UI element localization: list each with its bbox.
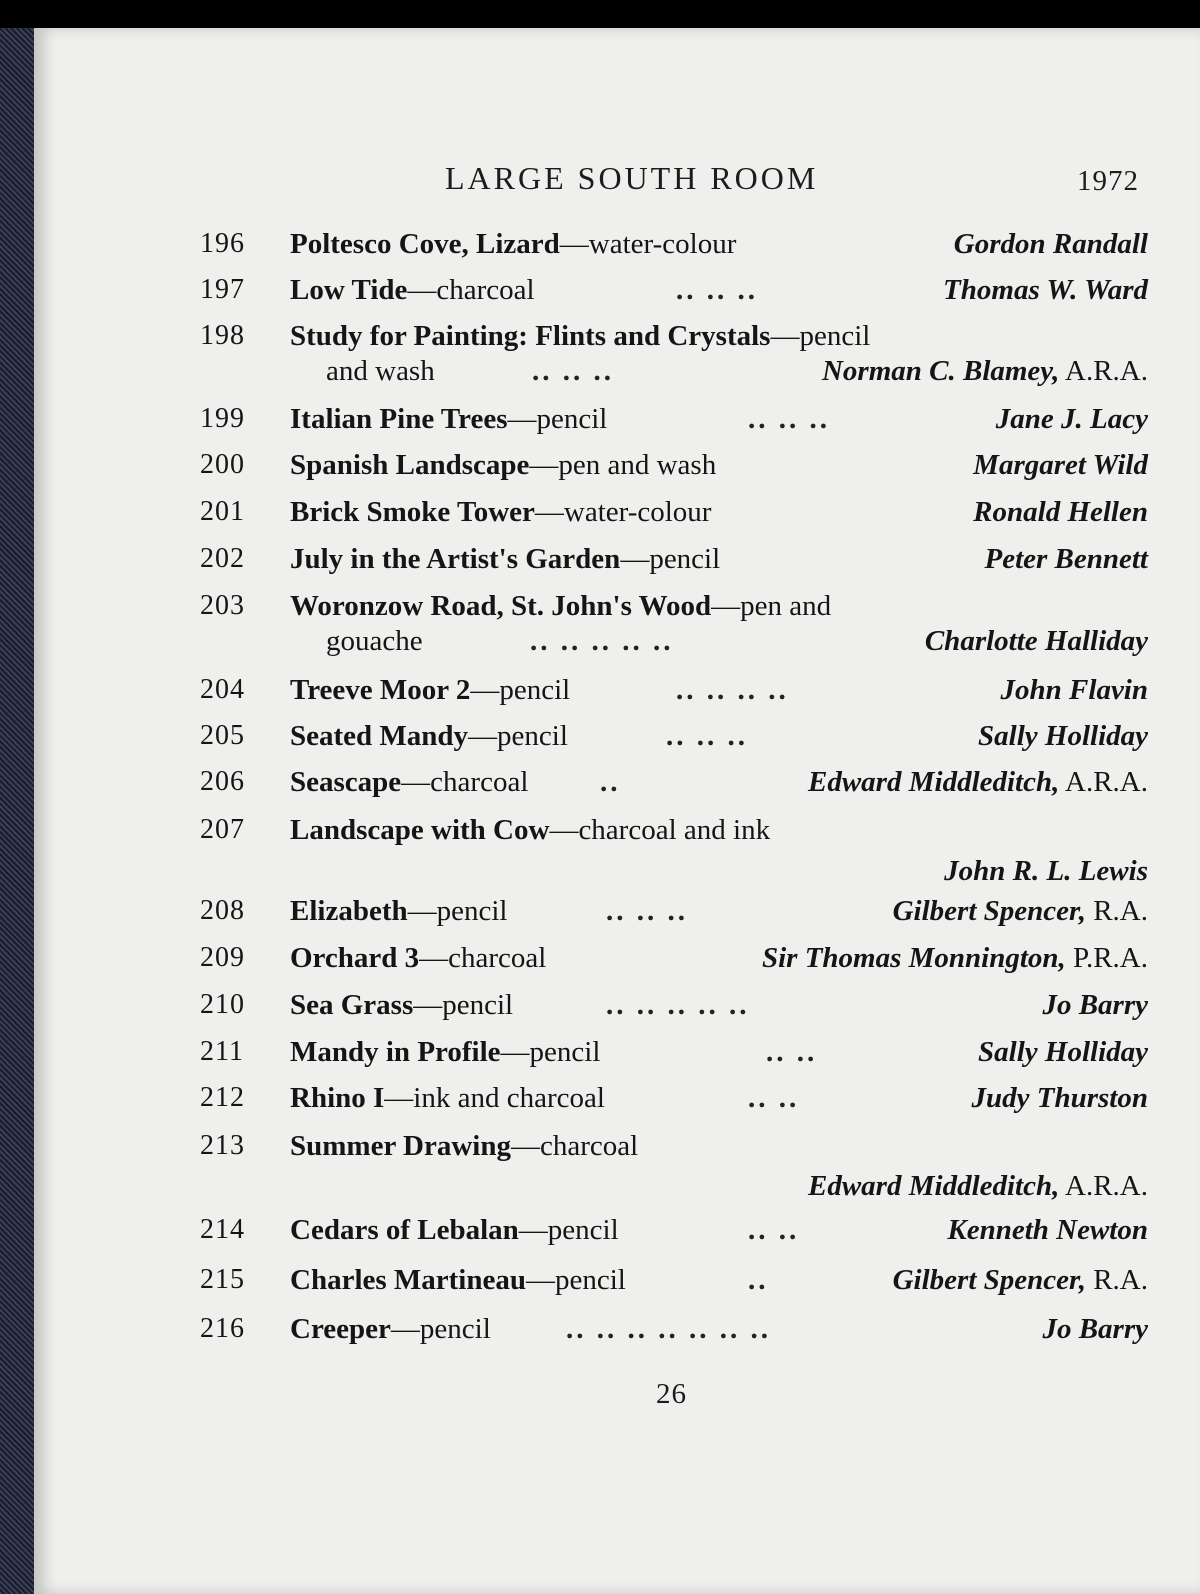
work-medium: —pencil — [526, 1264, 626, 1296]
artist-name: Judy Thurston — [971, 1082, 1148, 1114]
entry-artist — [1042, 989, 1148, 1022]
entry-artist — [893, 1264, 1148, 1297]
entry-number: 213 — [200, 1130, 245, 1161]
work-medium: —pencil — [620, 543, 721, 575]
entry-number: 216 — [200, 1313, 245, 1344]
leader-dots: .. — [600, 766, 621, 798]
work-title: Seascape — [290, 766, 402, 798]
work-medium: —pencil — [470, 674, 571, 706]
entry-title — [290, 1214, 619, 1247]
entry-title — [290, 1130, 638, 1163]
work-medium: —charcoal — [510, 1130, 639, 1162]
catalogue-entry — [0, 449, 1200, 489]
catalogue-entry — [0, 895, 1200, 935]
artist-name: Edward Middleditch, — [808, 766, 1060, 798]
work-title: Study for Painting: Flints and Crystals — [290, 320, 771, 352]
page-title: LARGE SOUTH ROOM — [445, 160, 819, 196]
catalogue-entry — [0, 814, 1200, 854]
leader-dots: .. .. — [766, 1036, 818, 1068]
work-title: Italian Pine Trees — [290, 403, 508, 435]
entry-number: 202 — [200, 543, 245, 574]
entry-artist — [1001, 674, 1148, 707]
leader-dots: .. .. .. .. .. — [606, 989, 750, 1021]
entry-artist — [984, 543, 1148, 576]
catalogue-entry — [0, 720, 1200, 760]
work-medium: —pen and — [711, 590, 832, 622]
entry-title — [290, 674, 570, 707]
work-medium: —charcoal — [401, 766, 529, 798]
artist-name: John R. L. Lewis — [944, 855, 1148, 887]
artist-name: Sir Thomas Monnington, — [761, 942, 1066, 974]
entry-title — [290, 274, 535, 307]
entry-title — [290, 942, 546, 975]
work-title: Rhino I — [290, 1082, 385, 1114]
entry-artist — [978, 1036, 1148, 1069]
entry-number: 199 — [200, 403, 245, 434]
entry-title — [290, 766, 528, 799]
entry-number: 197 — [200, 274, 245, 305]
artist-name: Kenneth Newton — [947, 1214, 1148, 1246]
work-medium: —pencil — [390, 1313, 491, 1345]
artist-honour: R.A. — [1085, 895, 1148, 927]
catalogue-entry — [0, 1313, 1200, 1353]
artist-name: Margaret Wild — [973, 449, 1148, 481]
entry-artist — [822, 355, 1148, 388]
work-medium: —pencil — [413, 989, 514, 1021]
work-title: Elizabeth — [290, 895, 408, 927]
work-title: Spanish Landscape — [290, 449, 530, 481]
artist-honour: P.R.A. — [1065, 942, 1148, 974]
entry-artist — [947, 1214, 1148, 1247]
catalogue-entry — [0, 274, 1200, 314]
catalogue-entry — [0, 1082, 1200, 1122]
leader-dots: .. .. — [748, 1082, 800, 1114]
work-title: Treeve Moor 2 — [290, 674, 471, 706]
artist-honour: R.A. — [1085, 1264, 1148, 1296]
page-number: 26 — [656, 1378, 687, 1410]
entry-artist — [808, 766, 1148, 799]
artist-name: Peter Bennett — [984, 543, 1148, 575]
work-title: Cedars of Lebalan — [290, 1214, 519, 1246]
catalogue-entry — [0, 543, 1200, 583]
artist-name: Edward Middleditch, — [808, 1170, 1060, 1202]
artist-name: Norman C. Blamey, — [821, 355, 1060, 387]
page-year: 1972 — [1077, 165, 1139, 197]
entry-title — [290, 496, 711, 529]
entry-continuation: and wash — [326, 355, 435, 387]
artist-name: Sally Holliday — [978, 720, 1148, 752]
work-title: July in the Artist's Garden — [290, 543, 621, 575]
work-medium: —charcoal — [419, 942, 547, 974]
entry-number: 208 — [200, 895, 245, 926]
entry-number: 201 — [200, 496, 245, 527]
artist-name: Sally Holliday — [978, 1036, 1148, 1068]
entry-number: 206 — [200, 766, 245, 797]
leader-dots: .. .. .. — [606, 895, 688, 927]
work-medium: —pencil — [407, 895, 508, 927]
work-medium: —pencil — [770, 320, 871, 352]
entry-number: 214 — [200, 1214, 245, 1245]
entry-artist — [954, 228, 1148, 261]
work-title: Mandy in Profile — [290, 1036, 501, 1068]
entry-artist — [978, 720, 1148, 753]
work-title: Sea Grass — [290, 989, 414, 1021]
artist-name: Thomas W. Ward — [943, 274, 1148, 306]
catalogue-entry-continuation — [0, 855, 1200, 895]
entry-artist — [973, 496, 1148, 529]
entry-artist — [972, 1082, 1148, 1115]
leader-dots: .. .. .. — [676, 274, 758, 306]
entry-number: 210 — [200, 989, 245, 1020]
work-medium: —water-colour — [534, 496, 712, 528]
catalogue-entry — [0, 1036, 1200, 1076]
catalogue-entry — [0, 1214, 1200, 1254]
artist-name: Gordon Randall — [953, 228, 1148, 260]
entry-continuation: gouache — [326, 625, 423, 657]
artist-name: John Flavin — [1000, 674, 1148, 706]
catalogue-entry — [0, 674, 1200, 714]
work-title: Summer Drawing — [290, 1130, 511, 1162]
entry-number: 204 — [200, 674, 245, 705]
entry-artist — [808, 1170, 1148, 1203]
work-medium: —pencil — [507, 403, 608, 435]
entry-artist — [996, 403, 1148, 436]
work-medium: —water-colour — [559, 228, 737, 260]
work-title: Charles Martineau — [290, 1264, 526, 1296]
entry-title — [290, 720, 568, 753]
work-medium: —charcoal and ink — [549, 814, 771, 846]
catalogue-entry-continuation — [0, 355, 1200, 395]
catalogue-entry — [0, 989, 1200, 1029]
leader-dots: .. .. .. .. — [676, 674, 789, 706]
catalogue-entry — [0, 1264, 1200, 1304]
catalogue-entry — [0, 590, 1200, 630]
entry-number: 203 — [200, 590, 245, 621]
entry-artist — [943, 274, 1148, 307]
leader-dots: .. .. .. — [666, 720, 748, 752]
artist-name: Charlotte Halliday — [924, 625, 1148, 657]
entry-number: 212 — [200, 1082, 245, 1113]
work-medium: —charcoal — [407, 274, 535, 306]
entry-number: 215 — [200, 1264, 245, 1295]
entry-number: 200 — [200, 449, 245, 480]
artist-name: Jo Barry — [1042, 1313, 1148, 1345]
entry-number: 209 — [200, 942, 245, 973]
entry-number: 211 — [200, 1036, 244, 1067]
artist-name: Jane J. Lacy — [995, 403, 1148, 435]
leader-dots: .. .. — [748, 1214, 800, 1246]
leader-dots: .. .. .. — [532, 355, 614, 387]
entry-artist — [925, 625, 1148, 658]
entry-title — [290, 228, 736, 261]
artist-name: Gilbert Spencer, — [892, 1264, 1086, 1296]
work-title: Creeper — [290, 1313, 391, 1345]
work-medium: —pencil — [468, 720, 568, 752]
work-title: Poltesco Cove, Lizard — [290, 228, 560, 260]
work-medium: —pen and wash — [529, 449, 717, 481]
entry-title — [290, 403, 607, 436]
entry-number: 207 — [200, 814, 245, 845]
entry-artist — [944, 855, 1148, 888]
artist-name: Ronald Hellen — [973, 496, 1148, 528]
entry-title — [290, 449, 716, 482]
entry-artist — [1042, 1313, 1148, 1346]
catalogue-entry — [0, 766, 1200, 806]
leader-dots: .. .. .. — [748, 403, 830, 435]
catalogue-entry — [0, 942, 1200, 982]
artist-honour: A.R.A. — [1059, 1170, 1148, 1202]
catalogue-entry — [0, 320, 1200, 360]
entry-title — [290, 814, 770, 847]
entry-title — [290, 1264, 626, 1297]
entry-title — [290, 1036, 600, 1069]
artist-name: Gilbert Spencer, — [892, 895, 1086, 927]
work-title: Orchard 3 — [290, 942, 420, 974]
entry-artist — [973, 449, 1148, 482]
leader-dots: .. .. .. .. .. .. .. — [566, 1313, 771, 1345]
catalogue-entry — [0, 228, 1200, 268]
artist-honour: A.R.A. — [1059, 355, 1148, 387]
entry-artist — [762, 942, 1148, 975]
catalogue-entry-continuation — [0, 1170, 1200, 1210]
work-medium: —pencil — [518, 1214, 619, 1246]
catalogue-entry — [0, 496, 1200, 536]
work-title: Low Tide — [290, 274, 408, 306]
catalogue-entry — [0, 403, 1200, 443]
entry-number: 205 — [200, 720, 245, 751]
artist-honour: A.R.A. — [1059, 766, 1148, 798]
entry-artist — [893, 895, 1148, 928]
entry-title — [290, 543, 720, 576]
work-title: Brick Smoke Tower — [290, 496, 535, 528]
work-medium: —pencil — [500, 1036, 601, 1068]
entry-title — [290, 320, 870, 353]
entry-number: 198 — [200, 320, 245, 351]
entry-title — [290, 1082, 605, 1115]
entry-title — [290, 1313, 491, 1346]
entry-title — [290, 590, 831, 623]
work-title: Seated Mandy — [290, 720, 469, 752]
work-title: Woronzow Road, St. John's Wood — [290, 590, 712, 622]
entry-number: 196 — [200, 228, 245, 259]
catalogue-entry — [0, 1130, 1200, 1170]
leader-dots: .. .. .. .. .. — [530, 625, 674, 657]
work-title: Landscape with Cow — [290, 814, 550, 846]
entry-title — [290, 895, 507, 928]
entry-title — [290, 989, 513, 1022]
artist-name: Jo Barry — [1042, 989, 1148, 1021]
leader-dots: .. — [748, 1264, 769, 1296]
catalogue-entry-continuation — [0, 625, 1200, 665]
work-medium: —ink and charcoal — [384, 1082, 605, 1114]
